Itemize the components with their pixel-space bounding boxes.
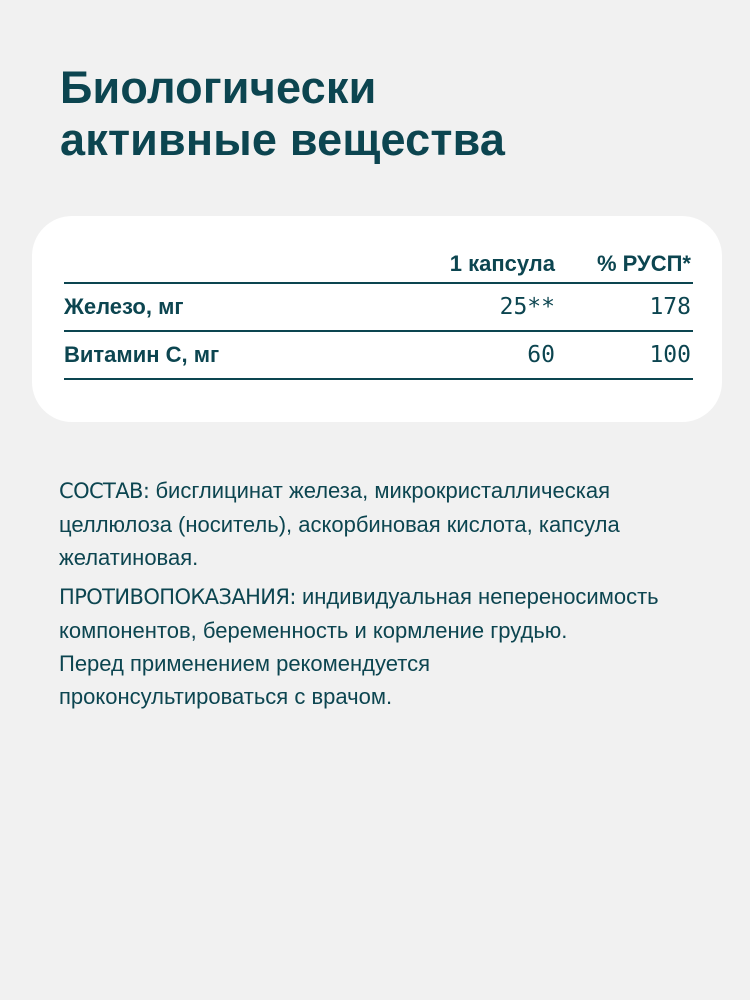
contraindications-label: ПРОТИВОПОКАЗАНИЯ: (59, 585, 296, 609)
contra-text-1: индивидуальная непереносимость (295, 584, 659, 609)
row-capsule-value: 25** (499, 294, 555, 320)
nutrients-card (32, 216, 722, 422)
row-percent-value: 178 (649, 294, 691, 320)
row-capsule-value: 60 (527, 342, 555, 368)
composition-label: СОСТАВ: (59, 479, 150, 503)
table-header-row (64, 246, 693, 284)
title-line-1: Биологически (60, 62, 377, 113)
contraindications-text (59, 580, 709, 713)
header-percent: % РУСП* (596, 251, 691, 276)
title-line-2: активные вещества (60, 114, 506, 165)
contra-line-3: Перед применением рекомендуется (59, 651, 431, 676)
contra-line-1 (59, 580, 709, 614)
header-capsule: 1 капсула (449, 251, 555, 276)
contra-line-2: компонентов, беременность и кормление грудью. (59, 618, 568, 643)
page-title (60, 62, 505, 166)
table-row (64, 332, 693, 380)
nutrients-table (64, 246, 693, 380)
row-name: Витамин С, мг (64, 342, 220, 367)
composition-text-1: бисглицинат железа, микрокристаллическая (149, 478, 610, 503)
table-row (64, 284, 693, 332)
composition-text (59, 474, 709, 574)
composition-line-1 (59, 474, 709, 508)
composition-line-3: желатиновая. (59, 545, 199, 570)
composition-line-2: целлюлоза (носитель), аскорбиновая кислота, капсула (59, 512, 620, 537)
row-percent-value: 100 (649, 342, 691, 368)
contra-line-4: проконсультироваться с врачом. (59, 684, 393, 709)
row-name: Железо, мг (64, 294, 184, 319)
